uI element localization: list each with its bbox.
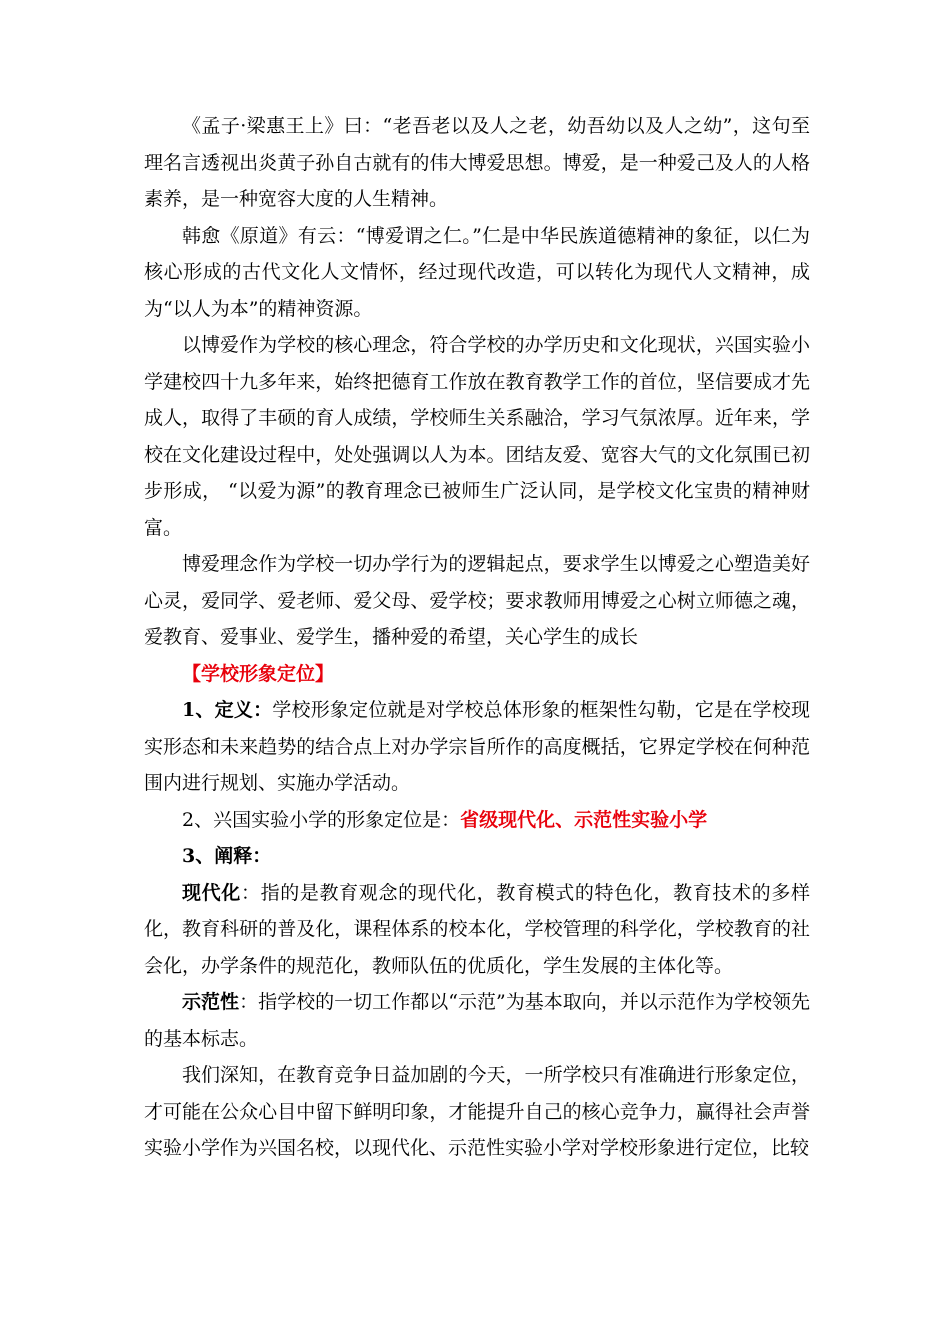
demonstration-text: ：指学校的一切工作都以“示范”为基本取向，并以示范作为学校领先的基本标志。: [144, 991, 810, 1050]
section-heading: 【学校形象定位】: [182, 662, 335, 685]
paragraph-modernization: [144, 875, 810, 985]
paragraph-core-concept: 以博爱作为学校的核心理念，符合学校的办学历史和文化现状，兴国实验小学建校四十九多年来，始终把德育工作放在教育教学工作的首位，坚信要成才先成人，取得了丰硕的育人成绩，学校师生关系融洽，学习气氛浓厚。近年来，学校在文化建设过程中，处处强调以人为本。团结友爱、宽容大气的文化氛围已初步形成， “以爱为源”的教育理念已被师生广泛认同，是学校文化宝贵的精神财富。: [144, 334, 810, 539]
modernization-label: 现代化: [182, 881, 241, 904]
paragraph-conclusion: 我们深知，在教育竞争日益加剧的今天，一所学校只有准确进行形象定位，才可能在公众心目中留下鲜明印象，才能提升自己的核心竞争力，赢得社会声誉实验小学作为兴国名校，以现代化、示范性实验小学对学校形象进行定位，比较: [144, 1064, 810, 1159]
paragraph-hanyu: 韩愈《原道》有云：“博爱谓之仁。”仁是中华民族道德精神的象征，以仁为核心形成的古代文化人文情怀，经过现代改造，可以转化为现代人文精神，成为“以人为本”的精神资源。: [144, 224, 810, 320]
document-page: [144, 108, 810, 1167]
paragraph-demonstration: [144, 984, 810, 1057]
definition-text: 学校形象定位就是对学校总体形象的框架性勾勒，它是在学校现实形态和未来趋势的结合点上对办学宗旨所作的高度概括，它界定学校在何种范围内进行规划、实施办学活动。: [144, 699, 810, 794]
demonstration-label: 示范性: [182, 991, 240, 1013]
paragraph-definition: [144, 692, 810, 802]
paragraph-mencius: 《孟子·梁惠王上》曰：“老吾老以及人之老，幼吾幼以及人之幼”，这句至理名言透视出炎黄子孙自古就有的伟大博爱思想。博爱，是一种爱己及人的人格素养，是一种宽容大度的人生精神。: [144, 115, 810, 210]
definition-label: 1、定义：: [182, 699, 273, 721]
modernization-text: ：指的是教育观念的现代化，教育模式的特色化，教育技术的多样化，教育科研的普及化，课程体系的校本化，学校管理的科学化，学校教育的社会化，办学条件的规范化，教师队伍的优质化，学生发展的主体化等。: [144, 881, 810, 977]
paragraph-positioning: [144, 802, 810, 839]
positioning-value: 省级现代化、示范性实验小学: [460, 808, 708, 831]
paragraph-starting-point: 博爱理念作为学校一切办学行为的逻辑起点，要求学生以博爱之心塑造美好心灵，爱同学、爱老师、爱父母、爱学校；要求教师用博爱之心树立师德之魂，爱教育、爱事业、爱学生，播种爱的希望，关心学生的成长: [144, 553, 810, 648]
paragraph-explanation-label: 3、阐释：: [182, 845, 272, 867]
positioning-label: 2、兴国实验小学的形象定位是：: [182, 808, 461, 831]
